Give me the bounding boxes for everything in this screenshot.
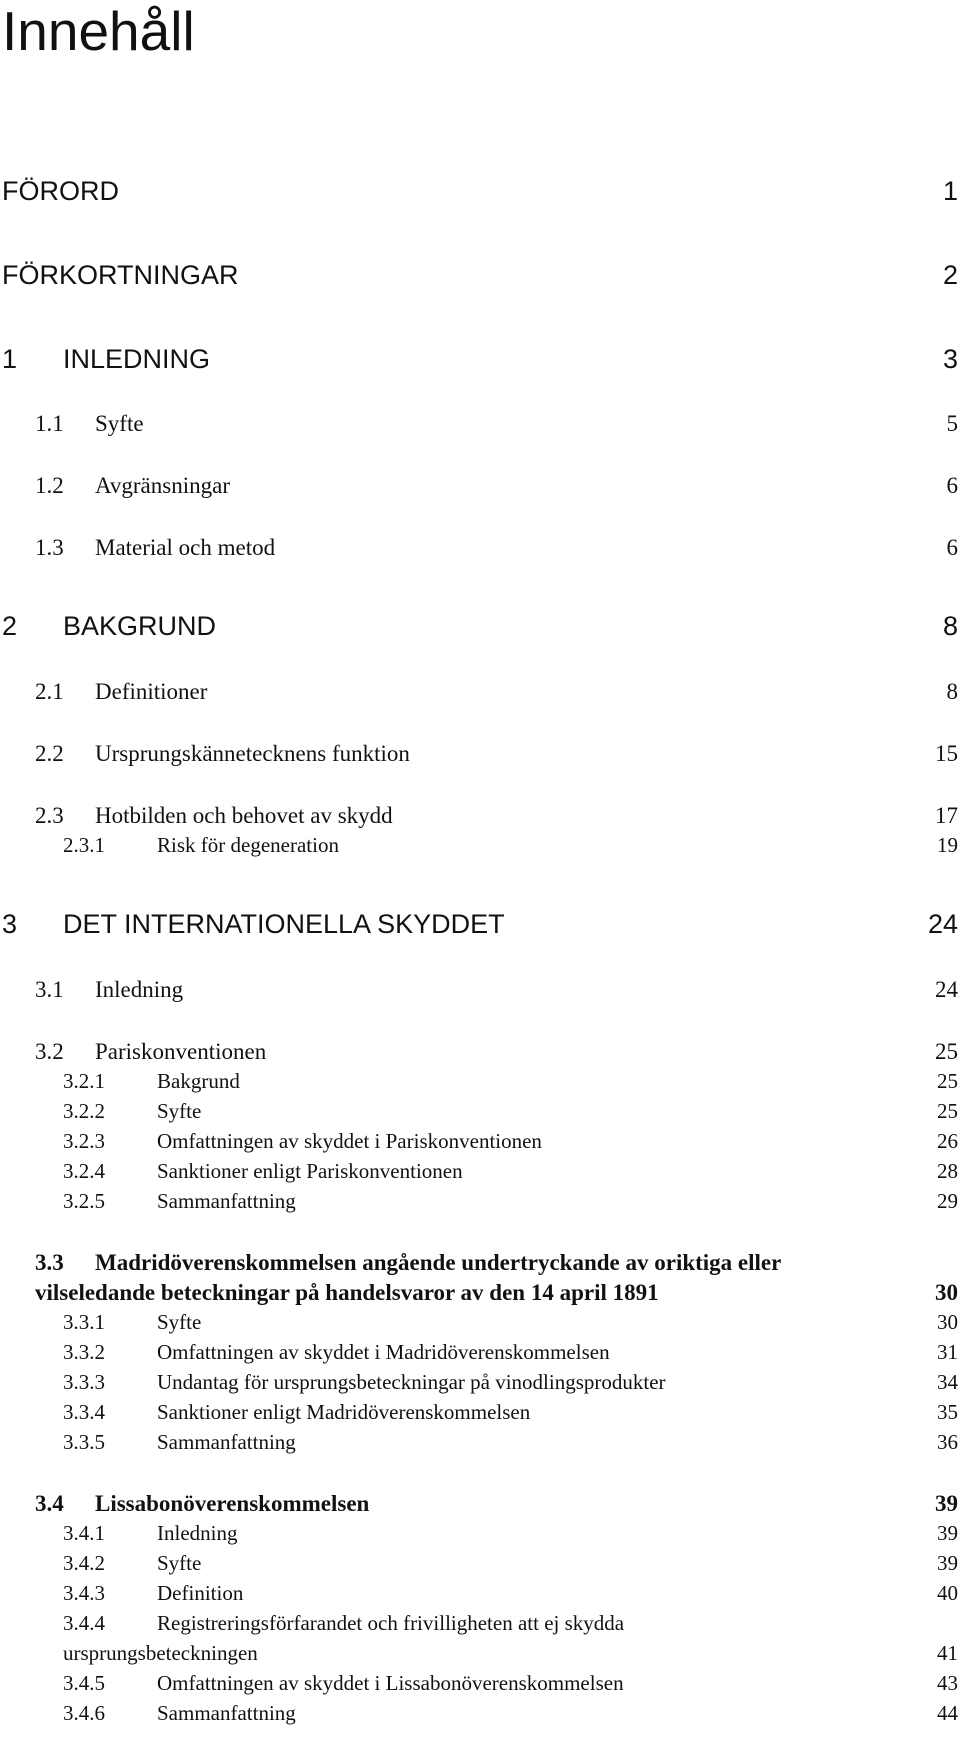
toc-subsection-3-2-2[interactable] <box>0 1099 960 1123</box>
toc-entry-page: 43 <box>937 1671 958 1695</box>
toc-subsection-3-4-1[interactable] <box>0 1521 960 1545</box>
toc-entry-number: 3.4.2 <box>63 1551 105 1575</box>
toc-entry-label: Inledning <box>95 977 184 1002</box>
toc-entry-label: Omfattningen av skyddet i Lissabonöverenskommelsen <box>157 1671 624 1695</box>
toc-entry-label: FÖRKORTNINGAR <box>2 260 239 290</box>
toc-entry-number: 2.1 <box>35 679 64 704</box>
toc-entry-label: Sanktioner enligt Pariskonventionen <box>157 1159 463 1183</box>
toc-entry-page: 28 <box>937 1159 958 1183</box>
toc-entry-number: 3.3.4 <box>63 1400 105 1424</box>
toc-entry-label: Lissabonöverenskommelsen <box>95 1491 370 1516</box>
toc-entry-number: 3.4.5 <box>63 1671 105 1695</box>
toc-entry-number: 2.3 <box>35 803 64 828</box>
toc-subsection-3-4-3[interactable] <box>0 1581 960 1605</box>
toc-entry-label: Undantag för ursprungsbeteckningar på vinodlingsprodukter <box>157 1370 666 1394</box>
toc-chapter-3[interactable] <box>0 909 960 939</box>
toc-entry-page: 41 <box>937 1641 958 1665</box>
toc-entry-page: 8 <box>942 611 958 641</box>
toc-section-3-3[interactable] <box>0 1250 960 1276</box>
toc-entry-label: Hotbilden och behovet av skydd <box>95 803 393 828</box>
toc-entry-number: 1.1 <box>35 411 64 436</box>
toc-entry-number: 3 <box>2 909 18 939</box>
toc-entry-page: 8 <box>946 679 958 704</box>
toc-entry-label: INLEDNING <box>63 344 211 374</box>
toc-entry-page: 25 <box>937 1069 958 1093</box>
toc-entry-number: 3.2.2 <box>63 1099 105 1123</box>
toc-chapter-1[interactable] <box>0 344 960 374</box>
toc-entry-page: 36 <box>937 1430 958 1454</box>
toc-entry-number: 3.4.6 <box>63 1701 105 1725</box>
toc-section-1-3[interactable] <box>0 535 960 561</box>
toc-entry-label: FÖRORD <box>2 176 119 206</box>
toc-subsection-3-2-3[interactable] <box>0 1129 960 1153</box>
toc-section-2-3[interactable] <box>0 803 960 829</box>
toc-entry-page: 35 <box>937 1400 958 1424</box>
toc-entry-number: 3.2 <box>35 1039 64 1064</box>
toc-subsection-2-3-1[interactable] <box>0 833 960 857</box>
toc-entry-label: Sammanfattning <box>157 1430 296 1454</box>
toc-subsection-3-4-4-cont[interactable] <box>0 1641 960 1665</box>
toc-subsection-3-2-1[interactable] <box>0 1069 960 1093</box>
toc-entry-page: 1 <box>942 176 958 206</box>
toc-entry-page: 30 <box>937 1310 958 1334</box>
toc-entry-label: Ursprungskännetecknens funktion <box>95 741 410 766</box>
toc-section-3-3-cont[interactable] <box>0 1280 960 1306</box>
toc-entry-label: Risk för degeneration <box>157 833 339 857</box>
toc-entry-abbreviations[interactable] <box>0 260 960 290</box>
toc-subsection-3-3-5[interactable] <box>0 1430 960 1454</box>
toc-entry-label: Syfte <box>157 1551 202 1575</box>
toc-section-3-2[interactable] <box>0 1039 960 1065</box>
toc-subsection-3-3-1[interactable] <box>0 1310 960 1334</box>
toc-entry-label: Syfte <box>95 411 144 436</box>
toc-section-2-2[interactable] <box>0 741 960 767</box>
toc-entry-number: 3.3.2 <box>63 1340 105 1364</box>
toc-chapter-2[interactable] <box>0 611 960 641</box>
toc-entry-number: 2 <box>2 611 18 641</box>
toc-entry-number: 3.2.5 <box>63 1189 105 1213</box>
toc-entry-number: 1.2 <box>35 473 64 498</box>
toc-entry-label: Sammanfattning <box>157 1701 296 1725</box>
toc-entry-label: BAKGRUND <box>63 611 217 641</box>
toc-entry-label: Omfattningen av skyddet i Madridöverenskommelsen <box>157 1340 610 1364</box>
toc-entry-page: 30 <box>935 1280 958 1305</box>
toc-entry-page: 44 <box>937 1701 958 1725</box>
toc-entry-page: 17 <box>935 803 958 828</box>
toc-subsection-3-3-3[interactable] <box>0 1370 960 1394</box>
toc-entry-page: 2 <box>942 260 958 290</box>
toc-entry-label: Sanktioner enligt Madridöverenskommelsen <box>157 1400 531 1424</box>
toc-entry-page: 25 <box>935 1039 958 1064</box>
toc-entry-page: 25 <box>937 1099 958 1123</box>
toc-entry-label-line1: Madridöverenskommelsen angående undertryckande av oriktiga eller <box>95 1250 782 1275</box>
toc-entry-label: Avgränsningar <box>95 473 230 498</box>
toc-section-3-1[interactable] <box>0 977 960 1003</box>
toc-entry-number: 2.2 <box>35 741 64 766</box>
toc-entry-number: 2.3.1 <box>63 833 105 857</box>
toc-entry-page: 39 <box>937 1521 958 1545</box>
toc-entry-page: 29 <box>937 1189 958 1213</box>
toc-entry-number: 3.1 <box>35 977 64 1002</box>
toc-section-2-1[interactable] <box>0 679 960 705</box>
toc-entry-number: 3.3.1 <box>63 1310 105 1334</box>
toc-entry-page: 6 <box>946 473 958 498</box>
toc-entry-page: 26 <box>937 1129 958 1153</box>
toc-subsection-3-4-5[interactable] <box>0 1671 960 1695</box>
toc-entry-number: 3.4 <box>35 1491 64 1516</box>
toc-entry-label: Syfte <box>157 1099 202 1123</box>
toc-entry-page: 31 <box>937 1340 958 1364</box>
toc-entry-number: 3.2.4 <box>63 1159 105 1183</box>
toc-entry-page: 6 <box>946 535 958 560</box>
toc-entry-label: Sammanfattning <box>157 1189 296 1213</box>
toc-subsection-3-4-4[interactable] <box>0 1611 960 1635</box>
toc-entry-number: 3.4.1 <box>63 1521 105 1545</box>
toc-entry-page: 39 <box>935 1491 958 1516</box>
toc-subsection-3-3-4[interactable] <box>0 1400 960 1424</box>
toc-entry-label: Syfte <box>157 1310 202 1334</box>
toc-entry-foreword[interactable] <box>0 176 960 206</box>
toc-entry-label: Definitioner <box>95 679 208 704</box>
toc-subsection-3-2-4[interactable] <box>0 1159 960 1183</box>
toc-entry-number: 1.3 <box>35 535 64 560</box>
toc-entry-label: Bakgrund <box>157 1069 240 1093</box>
toc-entry-page: 24 <box>927 909 958 939</box>
toc-entry-number: 3.3.5 <box>63 1430 105 1454</box>
toc-subsection-3-3-2[interactable] <box>0 1340 960 1364</box>
toc-entry-label-line2: vilseledande beteckningar på handelsvaror av den 14 april 1891 <box>35 1280 659 1305</box>
toc-entry-label-line2: ursprungsbeteckningen <box>63 1641 258 1665</box>
toc-entry-label: Material och metod <box>95 535 276 560</box>
toc-entry-number: 3.2.1 <box>63 1069 105 1093</box>
toc-entry-label: Omfattningen av skyddet i Pariskonventionen <box>157 1129 542 1153</box>
toc-entry-label-line1: Registreringsförfarandet och frivilligheten att ej skydda <box>157 1611 625 1635</box>
toc-entry-page: 15 <box>935 741 958 766</box>
toc-entry-page: 24 <box>935 977 958 1002</box>
toc-entry-page: 34 <box>937 1370 958 1394</box>
toc-entry-number: 3.4.3 <box>63 1581 105 1605</box>
toc-entry-label: DET INTERNATIONELLA SKYDDET <box>63 909 505 939</box>
toc-entry-page: 39 <box>937 1551 958 1575</box>
toc-subsection-3-4-2[interactable] <box>0 1551 960 1575</box>
page-title: Innehåll <box>2 0 195 62</box>
toc-entry-label: Pariskonventionen <box>95 1039 267 1064</box>
toc-section-1-2[interactable] <box>0 473 960 499</box>
toc-entry-label: Inledning <box>157 1521 238 1545</box>
toc-entry-page: 5 <box>946 411 958 436</box>
toc-entry-number: 1 <box>2 344 18 374</box>
toc-section-3-4[interactable] <box>0 1491 960 1517</box>
toc-entry-page: 3 <box>942 344 958 374</box>
toc-entry-page: 40 <box>937 1581 958 1605</box>
toc-entry-number: 3.3.3 <box>63 1370 105 1394</box>
toc-section-1-1[interactable] <box>0 411 960 437</box>
toc-entry-number: 3.2.3 <box>63 1129 105 1153</box>
toc-subsection-3-4-6[interactable] <box>0 1701 960 1725</box>
toc-subsection-3-2-5[interactable] <box>0 1189 960 1213</box>
toc-entry-number: 3.4.4 <box>63 1611 105 1635</box>
toc-entry-label: Definition <box>157 1581 244 1605</box>
toc-entry-page: 19 <box>937 833 958 857</box>
toc-entry-number: 3.3 <box>35 1250 64 1275</box>
